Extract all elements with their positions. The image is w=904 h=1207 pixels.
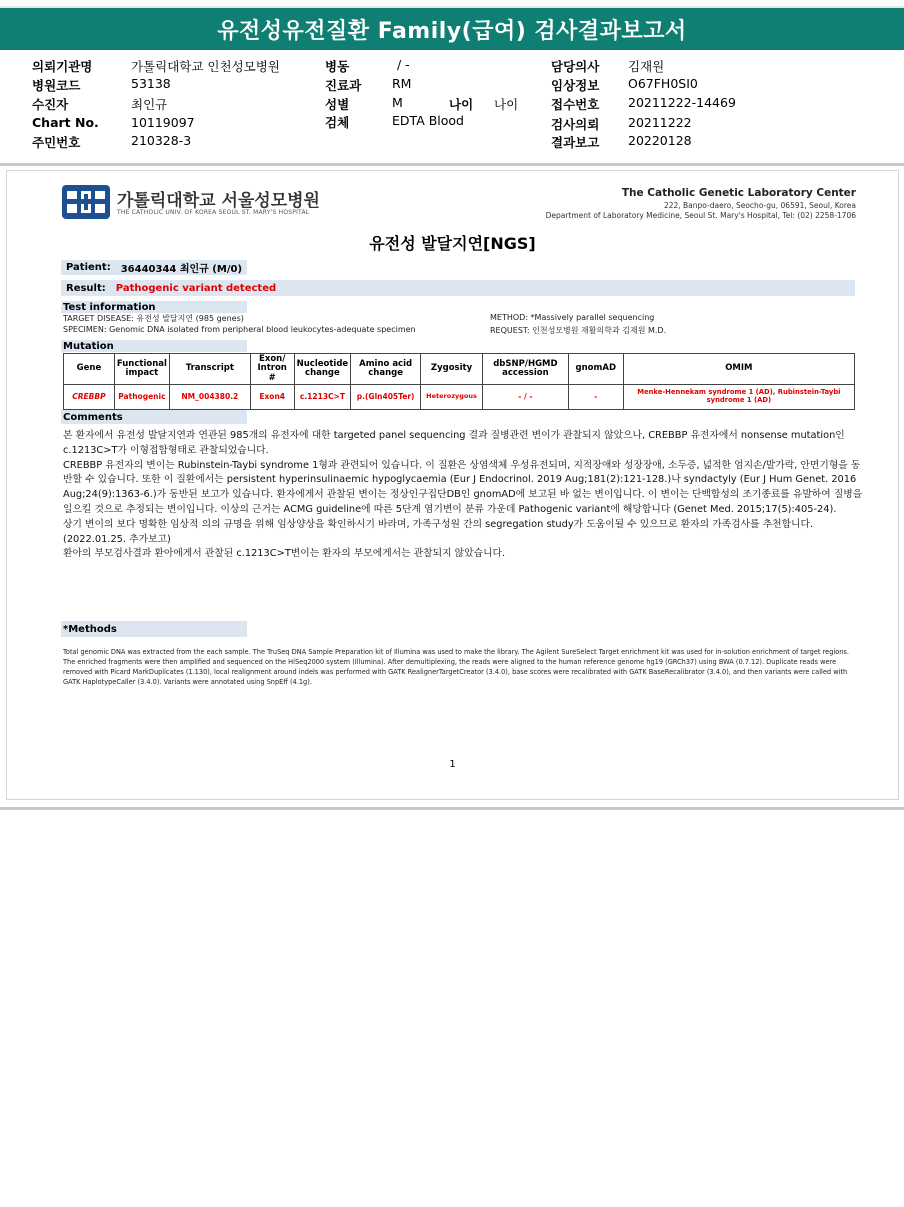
patient-label: Patient: xyxy=(66,262,111,273)
meta-label-patient: 수진자 xyxy=(32,97,69,112)
meta-label-sex: 성별 xyxy=(325,97,350,112)
patient-value: 36440344 최인규 (M/0) xyxy=(120,264,243,275)
lab-address: 222, Banpo-daero, Seocho-gu, 06591, Seoul, Korea xyxy=(663,201,856,210)
meta-value-institution: 가톨릭대학교 인천성모병원 xyxy=(131,59,280,74)
cell-exon: Exon4 xyxy=(250,385,294,410)
comments-body xyxy=(63,429,863,562)
meta-label-clinical-info: 임상정보 xyxy=(551,78,600,93)
hospital-name-english: THE CATHOLIC UNIV. OF KOREA SEOUL ST. MARY'S HOSPITAL xyxy=(117,209,310,216)
meta-label-physician: 담당의사 xyxy=(551,59,600,74)
cell-zygosity: Heterozygous xyxy=(421,385,483,410)
col-header-dbsnp: dbSNP/HGMD accession xyxy=(482,354,568,385)
result-label: Result: xyxy=(66,282,106,294)
result-value: Pathogenic variant detected xyxy=(115,282,277,294)
meta-value-clinical-info: O67FH0SI0 xyxy=(628,76,698,91)
meta-label-ward: 병동 xyxy=(325,59,350,74)
meta-label-resident-no: 주민번호 xyxy=(32,135,81,150)
methods-text: Total genomic DNA was extracted from the each sample. The TruSeq DNA Sample Preparation kit of Illumina was used to make the library. The Agilent SureSelect Target enrichment kit was used for in-solution enrichment of target regions. The enriched fragments were then amplified and sequenced on the HiSeq2000 system (Illumina). After demultiplexing, the reads were aligned to the human reference genome hg19 (GRCh37) using BWA (0.7.12). Duplicate reads were removed with Picard MarkDuplicates (1.130), local realignment around indels was performed with GATK RealignerTargetCreator (3.4.0), base scores were recalibrated with GATK BaseRecalibrator (3.4.0), and then variants were called with GATK HaplotypeCaller (3.4.0). Variants were annotated using SnpEff (4.1g). xyxy=(63,648,849,686)
col-header-nucleotide: Nucleotide change xyxy=(294,354,351,385)
method-info: METHOD: *Massively parallel sequencing xyxy=(490,313,655,322)
test-info-label: Test information xyxy=(63,301,156,313)
methods-bar xyxy=(61,621,247,637)
col-header-omim: OMIM xyxy=(623,354,854,385)
meta-value-ward: / - xyxy=(397,57,410,72)
cell-gnomad: - xyxy=(568,385,623,410)
page-number: 1 xyxy=(449,759,456,770)
patient-bar xyxy=(61,260,247,275)
hospital-name-korean: 가톨릭대학교 서울성모병원 xyxy=(117,191,320,211)
meta-value-chart-no: 10119097 xyxy=(131,115,195,130)
report-page xyxy=(6,170,899,800)
cell-dbsnp: - / - xyxy=(482,385,568,410)
divider-bottom xyxy=(0,807,904,810)
comment-paragraph: CREBBP 유전자의 변이는 Rubinstein-Taybi syndrome 1형과 관련되어 있습니다. 이 질환은 상염색체 우성유전되며, 지적장애와 성장장애, 소두증, 넓적한 엄지손/발가락, 안면기형을 동반할 수 있습니다. 또한 이 질환에서는 persistent hyperinsulinaemic hypoglycaemia (Eur J Endocrinol. 2019 Aug;181(2):121-128.)나 syndactyly (Eur J Hum Genet. 2016 Aug;24(9):1363-6.)가 동반된 보고가 있습니다. 환자에게서 관찰된 변이는 정상인구집단DB인 gnomAD에 보고된 바 없는 변이입니다. 이 변이는 단백합성의 조기종료를 유발하여 질병을 일으킬 것으로 추정되는 변이입니다. 이상의 근거는 ACMG guideline에 따른 5단계 염기변이 분류 가운데 Pathogenic variant에 해당합니다 (Genet Med. 2015;17(5):405-24). xyxy=(63,459,863,515)
meta-label-receipt-no: 접수번호 xyxy=(551,97,600,112)
hospital-logo-icon xyxy=(62,185,110,219)
col-header-exon: Exon/ Intron # xyxy=(250,354,294,385)
methods-label: *Methods xyxy=(63,623,117,635)
mutation-header-row xyxy=(64,354,855,385)
report-test-title: 유전성 발달지연[NGS] xyxy=(369,234,536,253)
divider-top xyxy=(0,163,904,166)
target-disease: TARGET DISEASE: 유전성 발달지연 (985 genes) xyxy=(63,314,244,323)
col-header-gene: Gene xyxy=(64,354,115,385)
result-bar xyxy=(61,280,855,296)
comment-paragraph: 본 환자에서 유전성 발달지연과 연관된 985개의 유전자에 대한 targeted panel sequencing 결과 질병관련 변이가 관찰되지 않았으나, CREBBP 유전자에서 nonsense mutation인 c.1213C>T가 이형접합형태로 관찰되었습니다. xyxy=(63,430,845,456)
comments-bar xyxy=(61,410,247,424)
lab-department: Department of Laboratory Medicine, Seoul St. Mary's Hospital, Tel: (02) 2258-1706 xyxy=(545,211,856,220)
meta-label-report-date: 결과보고 xyxy=(551,135,600,150)
mutation-table xyxy=(63,353,855,410)
cell-gene: CREBBP xyxy=(64,385,115,410)
meta-value-report-date: 20220128 xyxy=(628,133,692,148)
meta-value-patient: 최인규 xyxy=(131,97,168,112)
report-title: 유전성유전질환 Family(급여) 검사결과보고서 xyxy=(217,18,687,44)
col-header-gnomad: gnomAD xyxy=(568,354,623,385)
meta-label-institution: 의뢰기관명 xyxy=(32,59,93,74)
test-info-bar xyxy=(61,301,247,313)
meta-value-hospital-code: 53138 xyxy=(131,76,171,91)
mutation-bar xyxy=(61,340,247,352)
meta-value-physician: 김재원 xyxy=(628,59,665,74)
cell-transcript: NM_004380.2 xyxy=(169,385,250,410)
meta-label-chart-no: Chart No. xyxy=(32,115,99,130)
col-header-functional-impact: Functional impact xyxy=(114,354,169,385)
mutation-label: Mutation xyxy=(63,340,114,352)
comments-label: Comments xyxy=(63,411,123,423)
meta-label-department: 진료과 xyxy=(325,78,362,93)
specimen-info: SPECIMEN: Genomic DNA isolated from peripheral blood leukocytes-adequate specimen xyxy=(63,325,416,334)
request-metadata xyxy=(0,53,904,153)
request-info: REQUEST: 인천성모병원 재활의학과 김재원 M.D. xyxy=(490,326,667,335)
mutation-row xyxy=(64,385,855,410)
comment-paragraph: 환아의 부모검사결과 환아에게서 관찰된 c.1213C>T변이는 환자의 부모에게서는 관찰되지 않았습니다. xyxy=(63,548,506,560)
cell-amino-acid: p.(Gln405Ter) xyxy=(351,385,421,410)
meta-value-request-date: 20211222 xyxy=(628,115,692,130)
meta-value-age: 나이 xyxy=(494,97,519,112)
meta-label-request-date: 검사의뢰 xyxy=(551,117,600,132)
comment-paragraph: (2022.01.25. 추가보고) xyxy=(63,533,171,545)
meta-value-specimen: EDTA Blood xyxy=(392,113,464,128)
report-title-bar xyxy=(0,6,904,50)
comment-paragraph: 상기 변이의 보다 명확한 임상적 의의 규명을 위해 임상양상을 확인하시기 바라며, 가족구성원 간의 segregation study가 도움이될 수 있으므로 환자의 가족검사를 추천합니다. xyxy=(63,518,814,530)
cell-functional-impact: Pathogenic xyxy=(114,385,169,410)
meta-label-age: 나이 xyxy=(449,97,474,112)
col-header-zygosity: Zygosity xyxy=(421,354,483,385)
meta-value-receipt-no: 20211222-14469 xyxy=(628,95,736,110)
col-header-amino-acid: Amino acid change xyxy=(351,354,421,385)
meta-value-department: RM xyxy=(392,76,412,91)
meta-label-specimen: 검체 xyxy=(325,115,350,130)
meta-label-hospital-code: 병원코드 xyxy=(32,78,81,93)
lab-name: The Catholic Genetic Laboratory Center xyxy=(621,187,856,199)
meta-value-sex: M xyxy=(392,95,403,110)
cell-nucleotide: c.1213C>T xyxy=(294,385,351,410)
col-header-transcript: Transcript xyxy=(169,354,250,385)
meta-value-resident-no: 210328-3 xyxy=(131,133,192,148)
cell-omim: Menke-Hennekam syndrome 1 (AD), Rubinstein-Taybi syndrome 1 (AD) xyxy=(623,385,854,410)
